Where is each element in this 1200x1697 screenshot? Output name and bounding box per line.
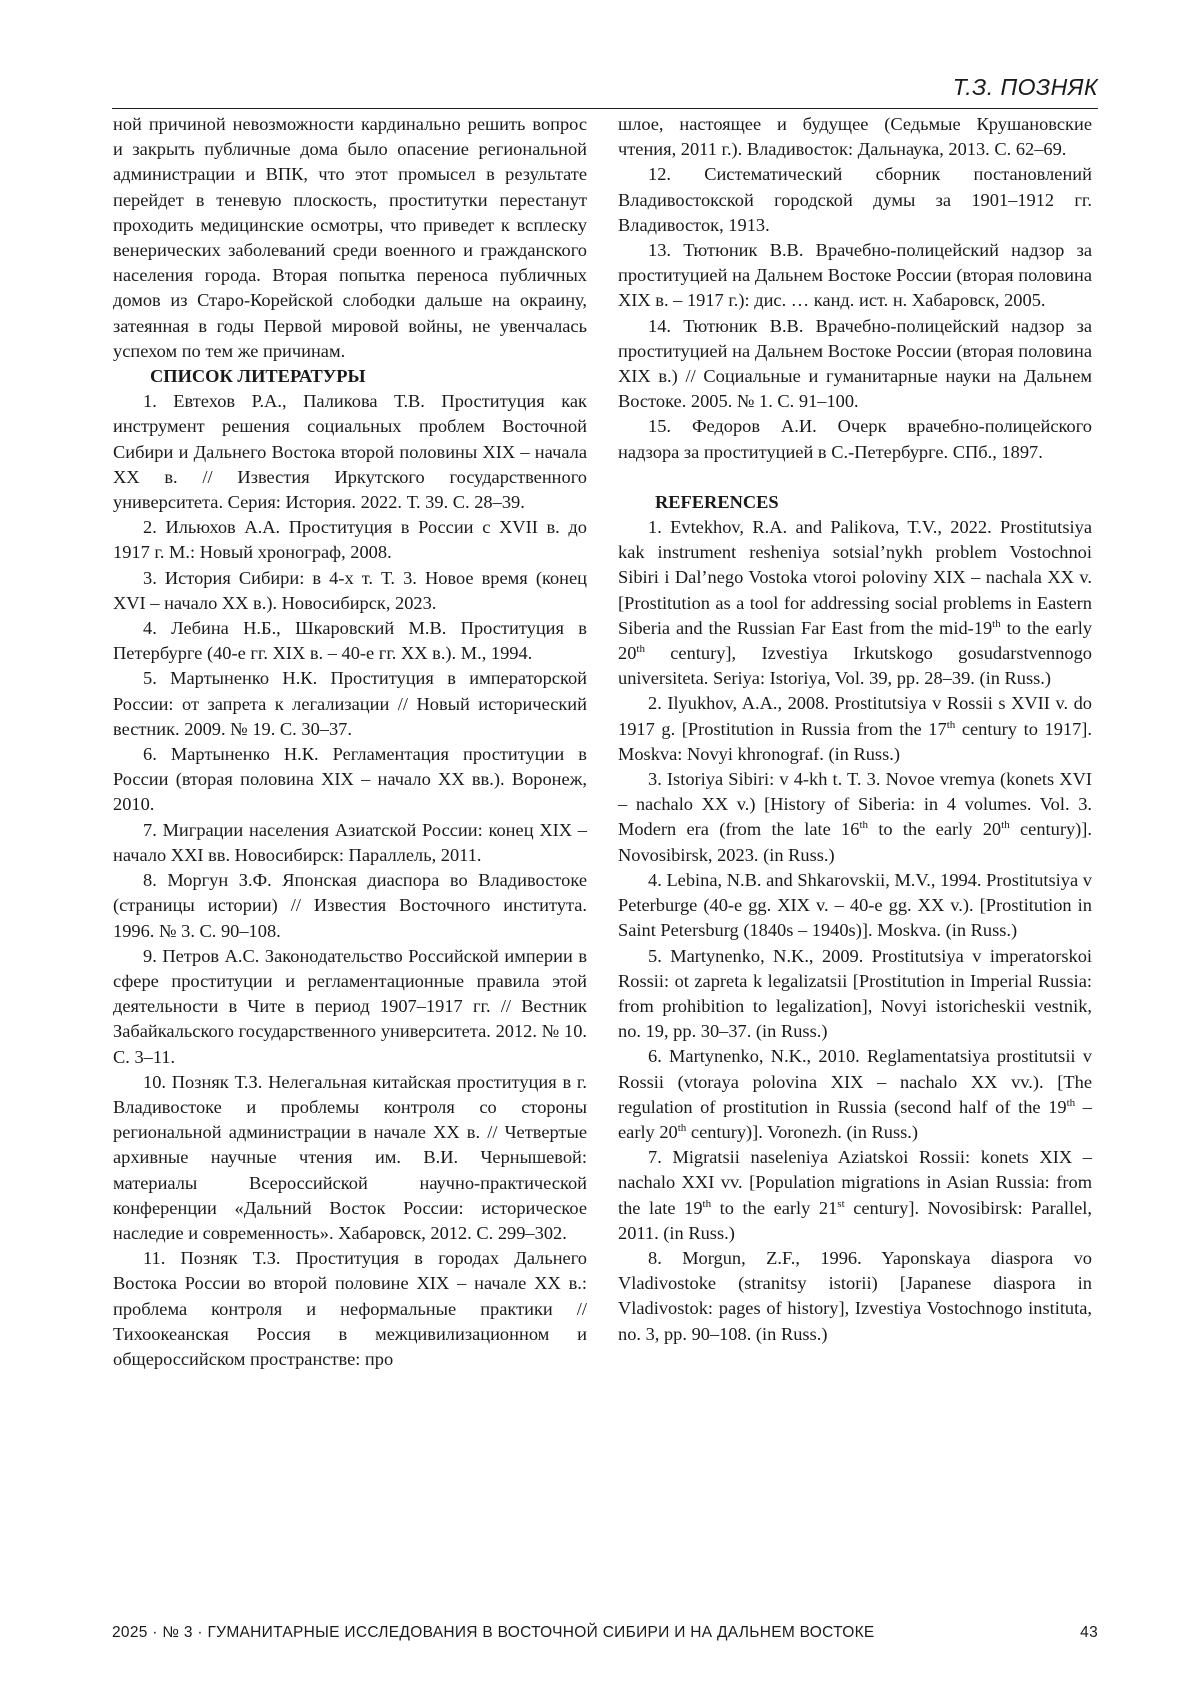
reference-item: 7. Миграции населения Азиатской России: конец XIX – начало XXI вв. Новосибирск: Параллель, 2011. <box>113 819 587 865</box>
reference-item: 5. Мартыненко Н.К. Проституция в императорской России: от запрета к легализации // Новый исторический вестник. 2009. № 19. С. 30–37. <box>113 668 587 739</box>
ref-superscript: th <box>702 1197 712 1210</box>
ref-text: century)]. Novosibirsk, 2023. (in Russ.) <box>618 819 1092 865</box>
ref-text: 6. Martynenko, N.K., 2010. Reglamentatsiya prostitutsii v Rossii (vtoraya polovina XIX – nachalo XX vv.). [The regulation of prostitution in Russia (second half of the 19 <box>618 1046 1092 1117</box>
ref-superscript: st <box>837 1197 845 1210</box>
reference-item: 10. Позняк Т.З. Нелегальная китайская проституция в г. Владивостоке и проблемы контроля со стороны региональной администрации в начале XX в. // Четвертые архивные научные чтения им. В.И. Чернышевой: материалы Всероссийской научно-практической конференции «Дальний Восток России: историческое наследие и современность». Хабаровск, 2012. С. 299–302. <box>113 1071 587 1243</box>
ref-superscript: th <box>859 819 869 832</box>
ref-superscript: th <box>946 718 956 731</box>
ref-text: 5. Martynenko, N.K., 2009. Prostitutsiya v imperatorskoi Rossii: ot zapreta k legalizatsii [Prostitution in Imperial Russia: from prohibition to legalization], Novyi istoricheskii vestnik, no. 19, pp. 30–37. (in Russ.) <box>618 945 1092 1042</box>
reference-en-item <box>618 1044 1092 1145</box>
reference-item: 3. История Сибири: в 4-х т. Т. 3. Новое время (конец XVI – начало XX в.). Новосибирск, 2023. <box>113 567 587 613</box>
ref-text: to the early 21 <box>711 1197 838 1218</box>
reference-item: 12. Систематический сборник постановлений Владивостокской городской думы за 1901–1912 гг. Владивосток, 1913. <box>618 164 1092 235</box>
ref-text: century]. Novosibirsk: Parallel, 2011. (in Russ.) <box>618 1197 1092 1243</box>
ref-text: century], Izvestiya Irkutskogo gosudarstvennogo universiteta. Seriya: Istoriya, Vol. 39, pp. 28–39. (in Russ.) <box>618 643 1092 689</box>
ref-superscript: th <box>1066 1096 1076 1109</box>
reference-item: 11. Позняк Т.З. Проституция в городах Дальнего Востока России во второй половине XIX – начале XX в.: проблема контроля и неформальные практики // Тихоокеанская Россия в межцивилизационном и общероссийском пространстве: про <box>113 1248 587 1369</box>
ref-superscript: th <box>677 1121 687 1134</box>
ref-text: 4. Lebina, N.B. and Shkarovskii, M.V., 1994. Prostitutsiya v Peterburge (40-e gg. XIX v. – 40-e gg. XX v.). [Prostitution in Saint Petersburg (1840s – 1940s)]. Moskva. (in Russ.) <box>618 869 1092 941</box>
reference-en-item <box>618 691 1092 767</box>
reference-item: 13. Тютюник В.В. Врачебно-полицейский надзор за проституцией на Дальнем Востоке России (вторая половина XIX в. – 1917 г.): дис. … канд. ист. н. Хабаровск, 2005. <box>618 240 1092 311</box>
reference-item: 15. Федоров А.И. Очерк врачебно-полицейского надзора за проституцией в С.-Петербурге. СПб., 1897. <box>618 416 1092 462</box>
section-title-references: REFERENCES <box>655 491 779 512</box>
reference-item: 9. Петров А.С. Законодательство Российской империи в сфере проституции и регламентационные правила этой деятельности в Чите в период 1907–1917 гг. // Вестник Забайкальского государственного университета. 2012. № 10. С. 3–11. <box>113 945 587 1067</box>
reference-item: 4. Лебина Н.Б., Шкаровский М.В. Проституция в Петербурге (40-е гг. XIX в. – 40-е гг. XX в.). М., 1994. <box>113 618 587 664</box>
ref-text: – early 20 <box>618 1096 1092 1142</box>
reference-en-item <box>618 767 1092 868</box>
ref-superscript: th <box>992 617 1001 630</box>
reference-continuation: шлое, настоящее и будущее (Седьмые Крушановские чтения, 2011 г.). Владивосток: Дальнаука, 2013. С. 62–69. <box>618 114 1092 160</box>
ref-text: 8. Morgun, Z.F., 1996. Yaponskaya diaspora vo Vladivostoke (stranitsy istorii) [Japanese diaspora in Vladivostok: pages of history], Izvestiya Vostochnogo instituta, no. 3, pp. 90–108. (in Russ.) <box>618 1247 1092 1344</box>
reference-en-item <box>618 1145 1092 1246</box>
reference-en-item <box>618 868 1092 944</box>
reference-item: 1. Евтехов Р.А., Паликова Т.В. Проституция как инструмент решения социальных проблем Восточной Сибири и Дальнего Востока второй половины XIX – начала XX в. // Известия Иркутского государственного университета. Серия: История. 2022. Т. 39. С. 28–39. <box>113 391 587 513</box>
ref-superscript: th <box>636 642 645 655</box>
reference-item: 2. Ильюхов А.А. Проституция в России с XVII в. до 1917 г. М.: Новый хронограф, 2008. <box>113 517 587 563</box>
ref-text: to the early 20 <box>618 617 1092 664</box>
reference-en-item <box>618 1246 1092 1347</box>
section-title-literature: СПИСОК ЛИТЕРАТУРЫ <box>150 366 366 387</box>
ref-text: 2. Ilyukhov, A.A., 2008. Prostitutsiya v Rossii s XVII v. do 1917 g. [Prostitution in Russia from the 17 <box>618 693 1092 739</box>
ref-text: 3. Istoriya Sibiri: v 4-kh t. T. 3. Novoe vremya (konets XVI – nachalo XX v.) [History of Siberia: in 4 volumes. Vol. 3. Modern era (from the late 16 <box>618 769 1092 840</box>
ref-text: 1. Evtekhov, R.A. and Palikova, T.V., 2022. Prostitutsiya kak instrument resheniya sotsial’nykh problem Vostochnoi Sibiri i Dal’nego Vostoka vtoroi poloviny XIX – nachala XX v. [Prostitution as a tool for addressing social problems in Eastern Siberia and the Russian Far East from the mid-19 <box>618 517 1092 638</box>
running-head-author: Т.З. ПОЗНЯК <box>952 74 1098 100</box>
journal-title: 2025 · № 3 · ГУМАНИТАРНЫЕ ИССЛЕДОВАНИЯ В ВОСТОЧНОЙ СИБИРИ И НА ДАЛЬНЕМ ВОСТОКЕ <box>112 1624 875 1641</box>
reference-en-item <box>618 944 1092 1045</box>
ref-text: century to 1917]. Moskva: Novyi khronograf. (in Russ.) <box>618 718 1092 764</box>
ref-text: to the early 20 <box>868 819 1002 840</box>
page-header <box>112 72 1098 109</box>
body-paragraph: ной причиной невозможности кардинально решить вопрос и закрыть публичные дома было опасение региональной администрации и ВПК, что этот промысел в результате перейдет в теневую плоскость, проститутки перестанут проходить медицинские осмотры, что приведет к всплеску венерических заболеваний среди военного и гражданского населения города. Вторая попытка переноса публичных домов из Старо-Корейской слободки дальше на окраину, затеянная в годы Первой мировой войны, не увенчалась успехом по тем же причинам. <box>113 114 587 361</box>
right-column <box>618 112 1092 1347</box>
ref-text: 7. Migratsii naseleniya Aziatskoi Rossii: konets XIX – nachalo XXI vv. [Population migrations in Asian Russia: from the late 19 <box>618 1147 1092 1218</box>
page-number: 43 <box>1080 1624 1098 1641</box>
reference-item: 6. Мартыненко Н.К. Регламентация проституции в России (вторая половина XIX – начало XX вв.). Воронеж, 2010. <box>113 744 587 815</box>
left-column <box>113 112 587 1372</box>
reference-item: 8. Моргун З.Ф. Японская диаспора во Владивостоке (страницы истории) // Известия Восточного института. 1996. № 3. С. 90–108. <box>113 870 587 941</box>
reference-en-item <box>618 515 1092 691</box>
ref-text: century)]. Voronezh. (in Russ.) <box>686 1121 919 1142</box>
ref-superscript: th <box>1001 819 1010 832</box>
reference-item: 14. Тютюник В.В. Врачебно-полицейский надзор за проституцией на Дальнем Востоке России (вторая половина XIX в.) // Социальные и гуманитарные науки на Дальнем Востоке. 2005. № 1. С. 91–100. <box>618 315 1092 412</box>
